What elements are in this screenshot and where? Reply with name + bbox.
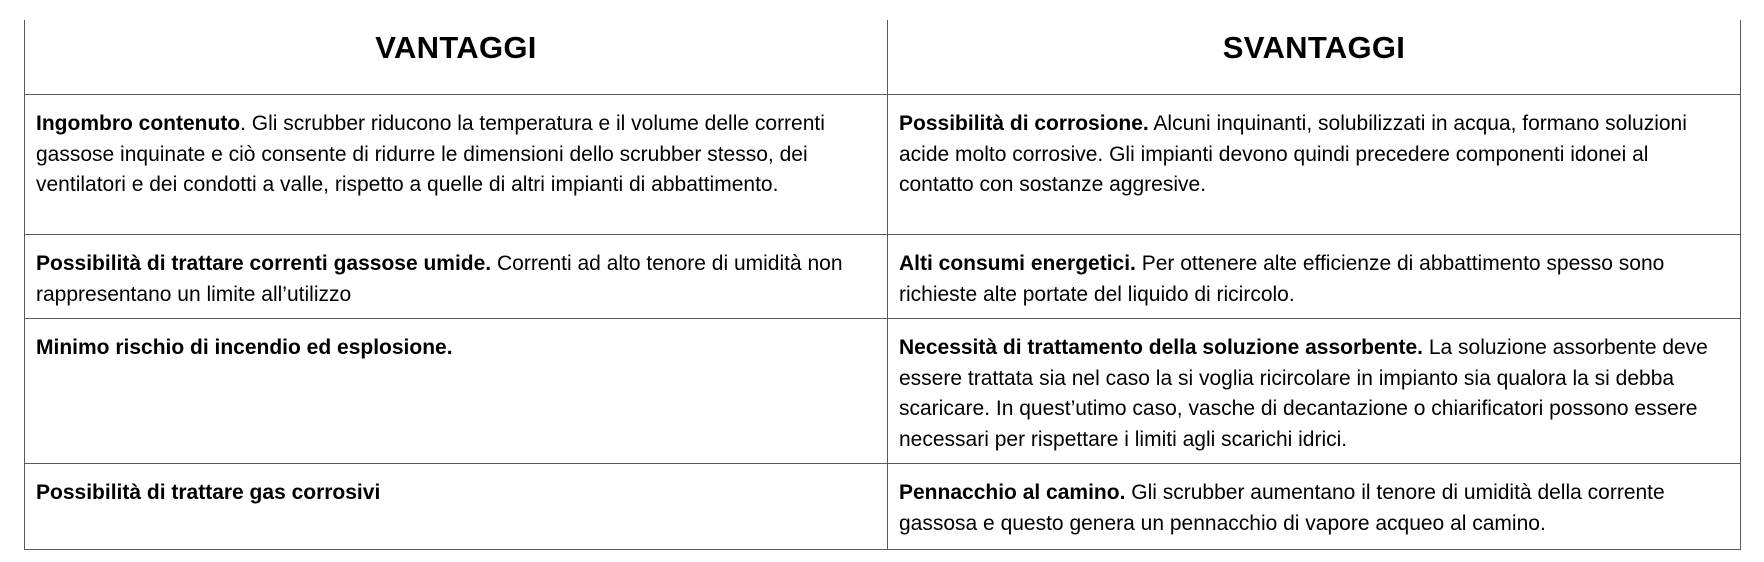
table-row xyxy=(25,95,1741,235)
disadvantage-title: Necessità di trattamento della soluzione assorbente. xyxy=(899,336,1423,359)
advantage-title: Minimo rischio di incendio ed esplosione. xyxy=(36,336,453,359)
comparison-table xyxy=(24,20,1741,550)
disadvantage-description: Gli scrubber aumentano il tenore di umidità della corrente gassosa e questo genera un pennacchio di vapore acqueo al camino. xyxy=(899,481,1665,535)
disadvantage-description: Alcuni inquinanti, solubilizzati in acqua, formano soluzioni acide molto corrosive. Gli impianti devono quindi precedere componenti idonei al contatto con sostanze aggresive. xyxy=(899,112,1687,196)
advantage-title: Possibilità di trattare gas corrosivi xyxy=(36,481,381,504)
disadvantage-cell xyxy=(888,235,1741,319)
header-row xyxy=(25,20,1741,95)
disadvantage-cell xyxy=(888,464,1741,550)
disadvantage-title: Alti consumi energetici. xyxy=(899,252,1136,275)
table-row xyxy=(25,464,1741,550)
advantage-description: . Gli scrubber riducono la temperatura e il volume delle correnti gassose inquinate e ciò consente di ridurre le dimensioni dello scrubber stesso, dei ventilatori e dei condotti a valle, rispetto a quelle di altri impianti di abbattimento. xyxy=(36,112,825,196)
advantages-header: VANTAGGI xyxy=(25,20,888,95)
advantage-description: Correnti ad alto tenore di umidità non rappresentano un limite all’utilizzo xyxy=(36,252,843,306)
disadvantage-title: Possibilità di corrosione. xyxy=(899,112,1149,135)
disadvantages-header: SVANTAGGI xyxy=(888,20,1741,95)
advantage-title: Possibilità di trattare correnti gassose umide. xyxy=(36,252,492,275)
disadvantage-title: Pennacchio al camino. xyxy=(899,481,1126,504)
disadvantage-description: Per ottenere alte efficienze di abbattimento spesso sono richieste alte portate del liquido di ricircolo. xyxy=(899,252,1665,306)
advantage-title: Ingombro contenuto xyxy=(36,112,241,135)
table-row xyxy=(25,235,1741,319)
advantage-cell xyxy=(25,464,888,550)
advantage-cell xyxy=(25,95,888,235)
disadvantage-cell xyxy=(888,95,1741,235)
disadvantage-description: La soluzione assorbente deve essere trattata sia nel caso la si voglia ricircolare in impianto sia qualora la si debba scaricare. In quest’utimo caso, vasche di decantazione o chiarificatori possono essere necessari per rispettare i limiti agli scarichi idrici. xyxy=(899,336,1708,451)
advantage-cell xyxy=(25,319,888,464)
table-row xyxy=(25,319,1741,464)
disadvantage-cell xyxy=(888,319,1741,464)
advantage-cell xyxy=(25,235,888,319)
